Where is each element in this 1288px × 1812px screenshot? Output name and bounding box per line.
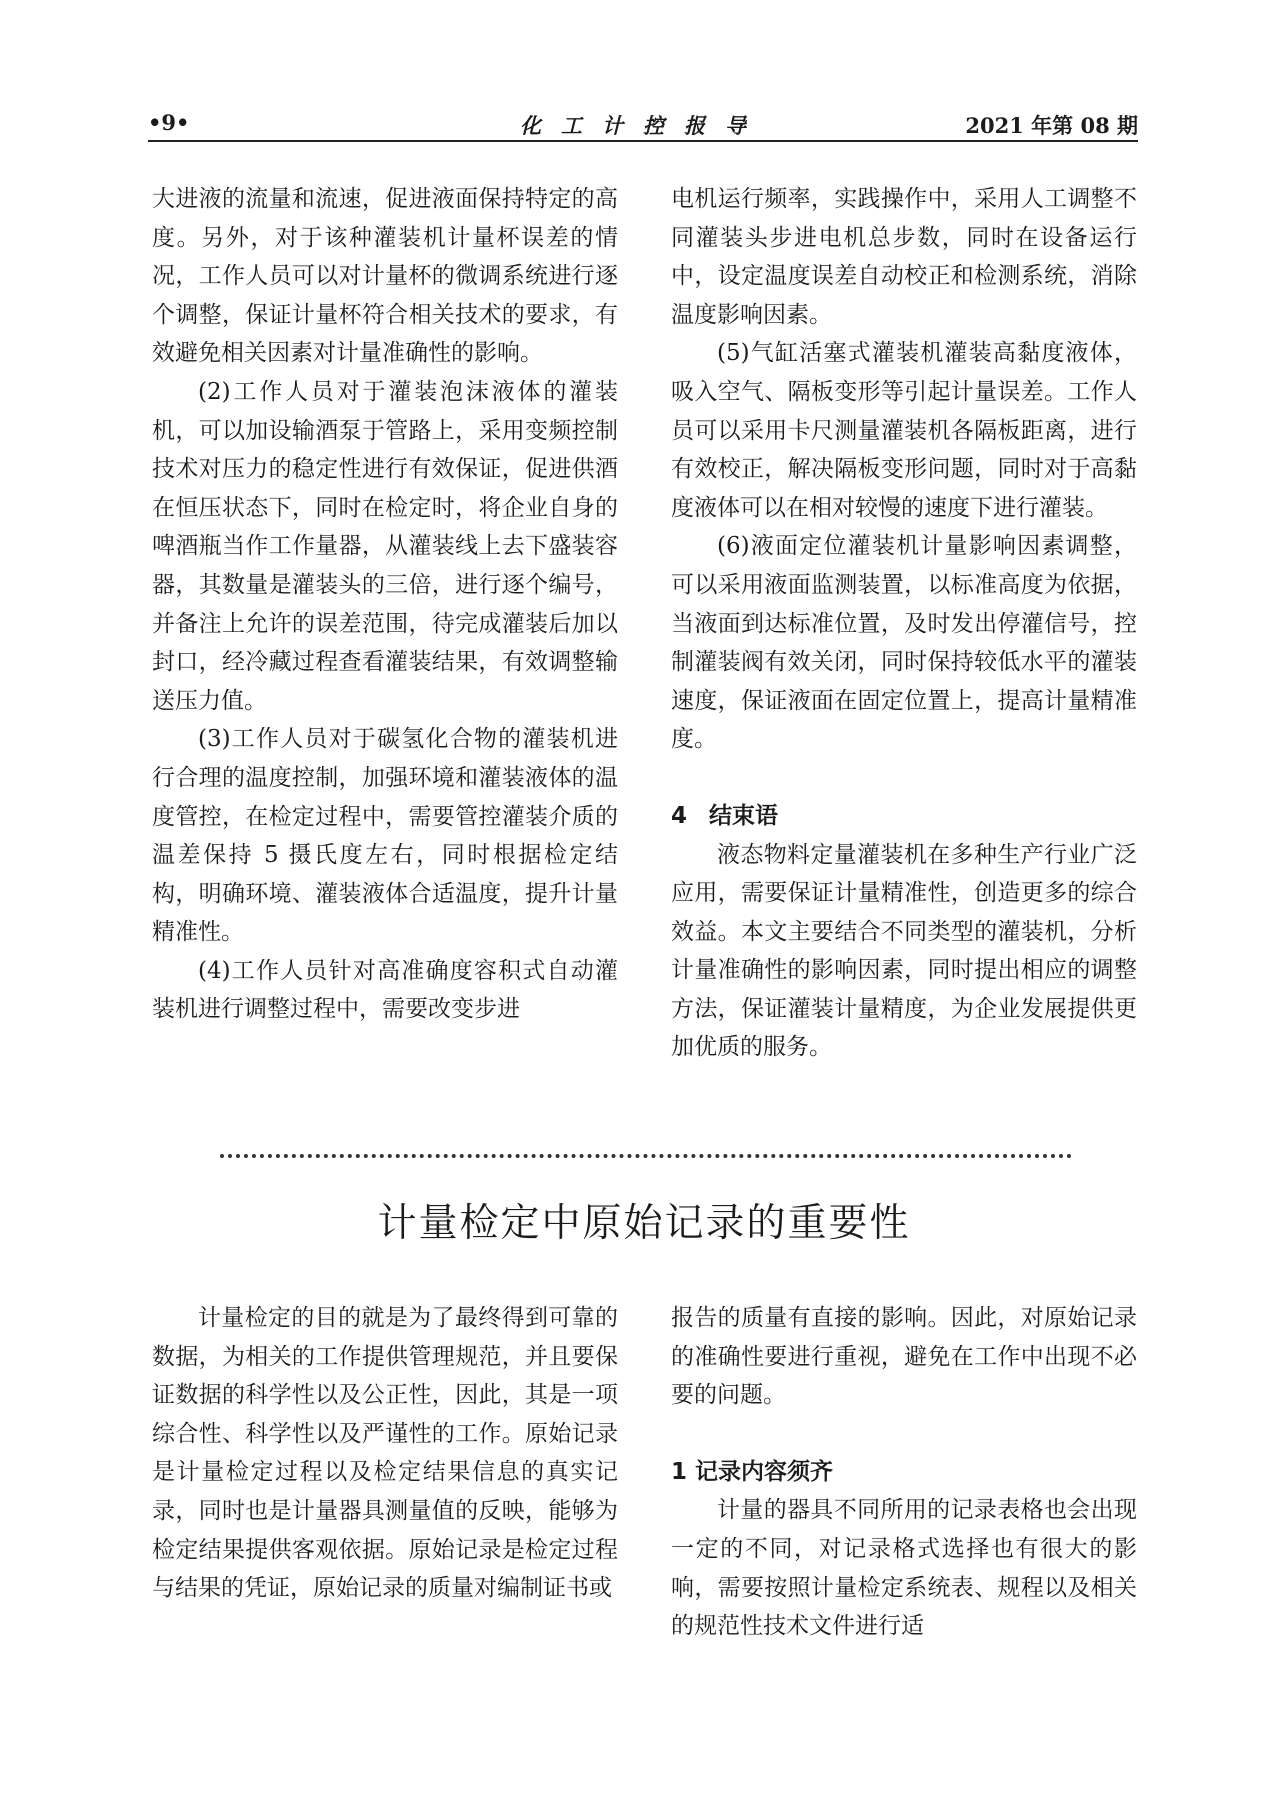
paragraph: (5)气缸活塞式灌装机灌装高黏度液体，吸入空气、隔板变形等引起计量误差。工作人员可以采用卡尺测量灌装机各隔板距离，进行有效校正，解决隔板变形问题，同时对于高黏度液体可以在相对较慢的速度下进行灌装。 <box>671 340 1137 521</box>
paragraph: (3)工作人员对于碳氢化合物的灌装机进行合理的温度控制，加强环境和灌装液体的温度管控，在检定过程中，需要管控灌装介质的温差保持 5 摄氏度左右，同时根据检定结构，明确环境、灌装液体合适温度，提升计量精准性。 <box>152 726 618 946</box>
paragraph: (2)工作人员对于灌装泡沫液体的灌装机，可以加设输酒泵于管路上，采用变频控制技术对压力的稳定性进行有效保证，促进供酒在恒压状态下，同时在检定时，将企业自身的啤酒瓶当作工作量器，从灌装线上去下盛装容器，其数量是灌装头的三倍，进行逐个编号，并备注上允许的误差范围，待完成灌装后加以封口，经冷藏过程查看灌装结果，有效调整输送压力值。 <box>152 378 618 714</box>
section-heading <box>671 797 1137 836</box>
journal-name: 化工计控报导 <box>520 113 766 138</box>
paragraph: 液态物料定量灌装机在多种生产行业广泛应用，需要保证计量精准性，创造更多的综合效益。本文主要结合不同类型的灌装机，分析计量准确性的影响因素，同时提出相应的调整方法，保证灌装计量精度，为企业发展提供更加优质的服务。 <box>671 841 1137 1061</box>
paragraph: (6)液面定位灌装机计量影响因素调整，可以采用液面监测装置，以标准高度为依据，当液面到达标准位置，及时发出停灌信号，控制灌装阀有效关闭，同时保持较低水平的灌装速度，保证液面在固定位置上，提高计量精准度。 <box>671 533 1137 753</box>
paragraph: 计量检定的目的就是为了最终得到可靠的数据，为相关的工作提供管理规范，并且要保证数据的科学性以及公正性，因此，其是一项综合性、科学性以及严谨性的工作。原始记录是计量检定过程以及检定结果信息的真实记录，同时也是计量器具测量值的反映，能够为检定结果提供客观依据。原始记录是检定过程与结果的凭证，原始记录的质量对编制证书或 <box>152 1305 618 1602</box>
paragraph: (4)工作人员针对高准确度容积式自动灌装机进行调整过程中，需要改变步进 <box>152 957 618 1023</box>
paragraph: 电机运行频率，实践操作中，采用人工调整不同灌装头步进电机总步数，同时在设备运行中，设定温度误差自动校正和检测系统，消除温度影响因素。 <box>671 186 1137 328</box>
section-title: 结束语 <box>709 802 779 829</box>
paragraph: 报告的质量有直接的影响。因此，对原始记录的准确性要进行重视，避免在工作中出现不必要的问题。 <box>671 1305 1137 1409</box>
article1-right-column <box>671 180 1137 1067</box>
article-title: 计量检定中原始记录的重要性 <box>377 1201 911 1246</box>
running-header <box>148 106 1138 142</box>
article1-left-column <box>152 180 618 1029</box>
page-number: •9• <box>148 110 190 135</box>
paragraph: 大进液的流量和流速，促进液面保持特定的高度。另外，对于该种灌装机计量杯误差的情况，工作人员可以对计量杯的微调系统进行逐个调整，保证计量杯符合相关技术的要求，有效避免相关因素对计量准确性的影响。 <box>152 186 618 367</box>
section-number: 4 <box>671 802 688 829</box>
article2-right-column <box>671 1299 1137 1646</box>
article-separator <box>220 1154 1072 1158</box>
issue-label: 2021 年第 08 期 <box>965 113 1138 138</box>
section-heading: 1 记录内容须齐 <box>671 1458 834 1485</box>
paragraph: 计量的器具不同所用的记录表格也会出现一定的不同，对记录格式选择也有很大的影响，需要按照计量检定系统表、规程以及相关的规范性技术文件进行适 <box>671 1497 1137 1640</box>
article2-left-column <box>152 1299 618 1608</box>
